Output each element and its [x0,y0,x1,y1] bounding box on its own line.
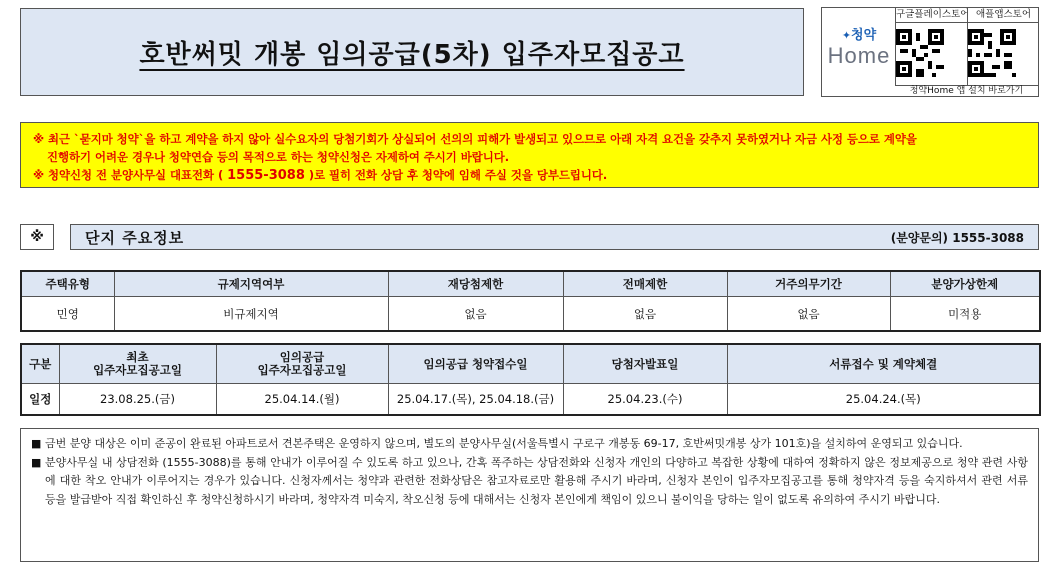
table-header-row [21,344,1040,384]
square-bullet-icon: ■ [31,437,42,450]
apple-qr-code-icon[interactable] [968,29,1016,77]
header-line: 입주자모집공고일 [93,363,182,377]
table-cell: 비규제지역 [114,297,388,332]
app-download-box[interactable] [821,7,1039,97]
row-label: 일정 [21,384,59,416]
header-cell: 규제지역여부 [114,271,388,297]
warning-line-2: 진행하기 어려운 경우나 청약연습 등의 목적으로 하는 청약신청은 자제하여 주시기 바랍니다. [47,150,510,164]
google-play-store[interactable] [895,8,970,86]
table-row [21,297,1040,332]
table-header-row [21,271,1040,297]
header-line: 임의공급 청약접수일 [423,356,528,371]
notes-box [20,428,1039,562]
apple-app-store-label: 애플앱스토어 [968,8,1039,23]
table-cell: 25.04.23.(수) [563,384,727,416]
square-bullet-icon: ■ [31,455,42,469]
logo-small-text: 청약 [851,28,877,43]
header-cell [563,344,727,384]
page-title: 호반써밋 개봉 임의공급(5차) 입주자모집공고 [139,39,685,70]
table-cell: 25.04.24.(목) [727,384,1040,416]
header-line: 서류접수 및 계약체결 [829,356,938,371]
warning-line-3-post: )로 필히 전화 상담 후 청약에 임해 주실 것을 당부드립니다. [308,168,608,182]
header-cell [727,344,1040,384]
header-line: 입주자모집공고일 [257,363,347,377]
table-cell: 25.04.17.(목), 25.04.18.(금) [388,384,563,416]
logo-big-text: Home [827,43,891,68]
section-header [70,224,1039,250]
warning-phone: 1555-3088 [227,168,305,183]
table-cell: 25.04.14.(월) [216,384,388,416]
warning-notice [20,122,1039,188]
cheongyak-home-logo [826,24,892,80]
header-cell [388,344,563,384]
header-cell: 재당첨제한 [388,271,563,297]
note-item [31,435,1028,454]
schedule-table [20,343,1041,416]
table-cell: 미적용 [890,297,1040,332]
header-cell [59,344,216,384]
table-cell: 민영 [21,297,114,332]
note-item [31,454,1028,510]
note-text: 금번 분양 대상은 이미 준공이 완료된 아파트로서 견본주택은 운영하지 않으며, 별도의 분양사무실(서울특별시 구로구 개봉동 69-17, 호반써밋개봉 상가 101호)을 설치하여 운영되고 있습니다. [45,437,963,450]
header-line: 구분 [29,356,52,371]
header-cell: 거주의무기간 [727,271,890,297]
google-play-label: 구글플레이스토어 [896,8,967,23]
google-qr-code-icon[interactable] [896,29,944,77]
app-install-link[interactable]: 청약Home 앱 설치 바로가기 [895,85,1038,97]
table-cell: 없음 [563,297,727,332]
header-cell [216,344,388,384]
complex-info-table [20,270,1041,332]
star-icon: ✦ [841,29,852,42]
apple-app-store[interactable] [967,8,1039,86]
section-contact: (분양문의) 1555-3088 [890,230,1024,245]
table-cell: 없음 [388,297,563,332]
header-line: 최초 [126,350,149,364]
header-cell: 주택유형 [21,271,114,297]
section-mark: ※ [20,224,54,250]
warning-line-3-pre: ※ 청약신청 전 분양사무실 대표전화 ( [33,168,224,182]
header-cell [21,344,59,384]
warning-line-3 [33,166,1026,185]
header-cell: 분양가상한제 [890,271,1040,297]
title-box [20,8,804,96]
note-text: 분양사무실 내 상담전화 (1555-3088)를 통해 안내가 이루어질 수 있도록 하고 있으나, 간혹 폭주하는 상담전화와 신청자 개인의 다양하고 복잡한 상황에 대하여 정확하지 않은 정보제공으로 청약 관련 사항에 대한 착오 안내가 이루어지는 경우가 있습니다. 신청자께서는 청약과 관련한 전화상담은 참고자료로만 활용해 주시기 바라며, 신청자 본인이 입주자모집공고를 통해 청약자격 등을 숙지하셔서 관련 서류 등을 발급받아 직접 확인하신 후 청약신청하시기 바라며, 청약자격 미숙지, 착오신청 등에 대해서는 신청자 본인에게 책임이 있으니 불이익을 당하는 일이 없도록 유의하여 주시기 바랍니다. [45,455,1028,506]
table-row [21,384,1040,416]
table-cell: 23.08.25.(금) [59,384,216,416]
section-title: 단지 주요정보 [85,228,185,247]
warning-line-1: ※ 최근 `묻지마 청약`을 하고 계약을 하지 않아 실수요자의 당첨기회가 상실되어 선의의 피해가 발생되고 있으므로 아래 자격 요건을 갖추지 못하였거나 자금 사정 등으로 계약을 [33,132,917,146]
table-cell: 없음 [727,297,890,332]
header-cell: 전매제한 [563,271,727,297]
header-line: 당첨자발표일 [611,356,679,371]
header-line: 임의공급 [279,350,325,364]
